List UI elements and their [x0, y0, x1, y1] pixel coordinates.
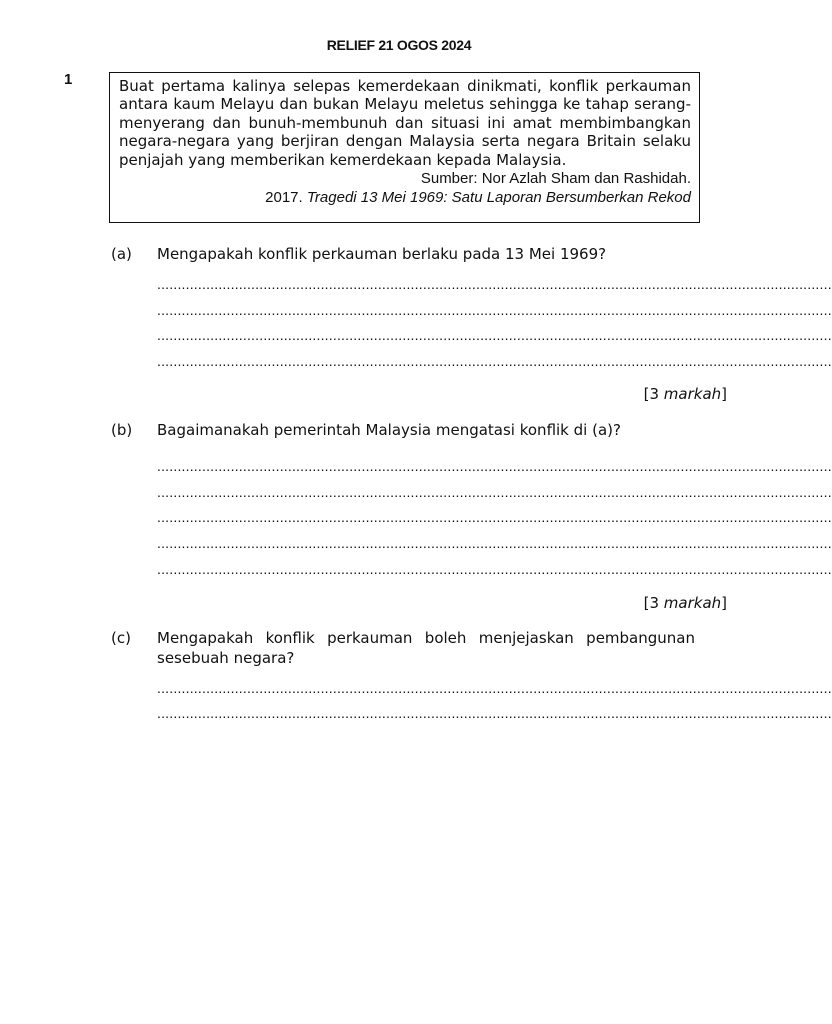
citation-year: 2017. [265, 189, 303, 207]
sub-question-c-text: Mengapakah konflik perkauman boleh menjejaskan pembangunan sesebuah negara? [157, 629, 695, 667]
source-passage: Buat pertama kalinya selepas kemerdekaan dinikmati, konflik perkauman antara kaum Melayu dan bukan Melayu meletus sehingga ke tahap serang-menyerang dan bunuh-membunuh dan situasi ini amat membimbangkan negara-negara yang berjiran dengan Malaysia serta negara Britain selaku penjajah yang memberikan kemerdekaan kepada Malaysia. [119, 77, 691, 169]
answer-line[interactable]: ..................................................................................................................................................................... [157, 705, 832, 721]
sub-question-c-label: (c) [111, 629, 131, 647]
marks-b [644, 594, 727, 612]
question-number: 1 [64, 71, 73, 88]
sub-question-a-label: (a) [111, 245, 132, 263]
answer-line[interactable]: ..................................................................................................................................................................... [157, 458, 832, 474]
answer-line[interactable]: ..................................................................................................................................................................... [157, 276, 832, 292]
answer-line[interactable]: ..................................................................................................................................................................... [157, 509, 832, 525]
answer-line[interactable]: ..................................................................................................................................................................... [157, 484, 832, 500]
marks-b-open: [3 [643, 594, 664, 612]
marks-a-word: markah [663, 385, 722, 403]
marks-a [644, 385, 727, 403]
page-title: RELIEF 21 OGOS 2024 [326, 37, 472, 53]
sub-question-a-text: Mengapakah konflik perkauman berlaku pada 13 Mei 1969? [157, 245, 607, 263]
answer-line[interactable]: ..................................................................................................................................................................... [157, 535, 832, 551]
answer-line[interactable]: ..................................................................................................................................................................... [157, 561, 832, 577]
marks-b-word: markah [663, 594, 722, 612]
answer-line[interactable]: ..................................................................................................................................................................... [157, 680, 832, 696]
citation-title: Tragedi 13 Mei 1969: Satu Laporan Bersumberkan Rekod [306, 189, 691, 207]
source-citation-author: Sumber: Nor Azlah Sham dan Rashidah. [420, 170, 691, 188]
source-citation-title-line [119, 188, 691, 207]
marks-a-open: [3 [643, 385, 664, 403]
marks-a-close: ] [721, 385, 727, 403]
answer-line[interactable]: ..................................................................................................................................................................... [157, 302, 832, 318]
answer-line[interactable]: ..................................................................................................................................................................... [157, 353, 832, 369]
sub-question-b-text: Bagaimanakah pemerintah Malaysia mengatasi konflik di (a)? [157, 421, 621, 439]
marks-b-close: ] [721, 594, 727, 612]
source-box [109, 72, 700, 223]
answer-line[interactable]: ..................................................................................................................................................................... [157, 327, 832, 343]
sub-question-b-label: (b) [111, 421, 133, 439]
